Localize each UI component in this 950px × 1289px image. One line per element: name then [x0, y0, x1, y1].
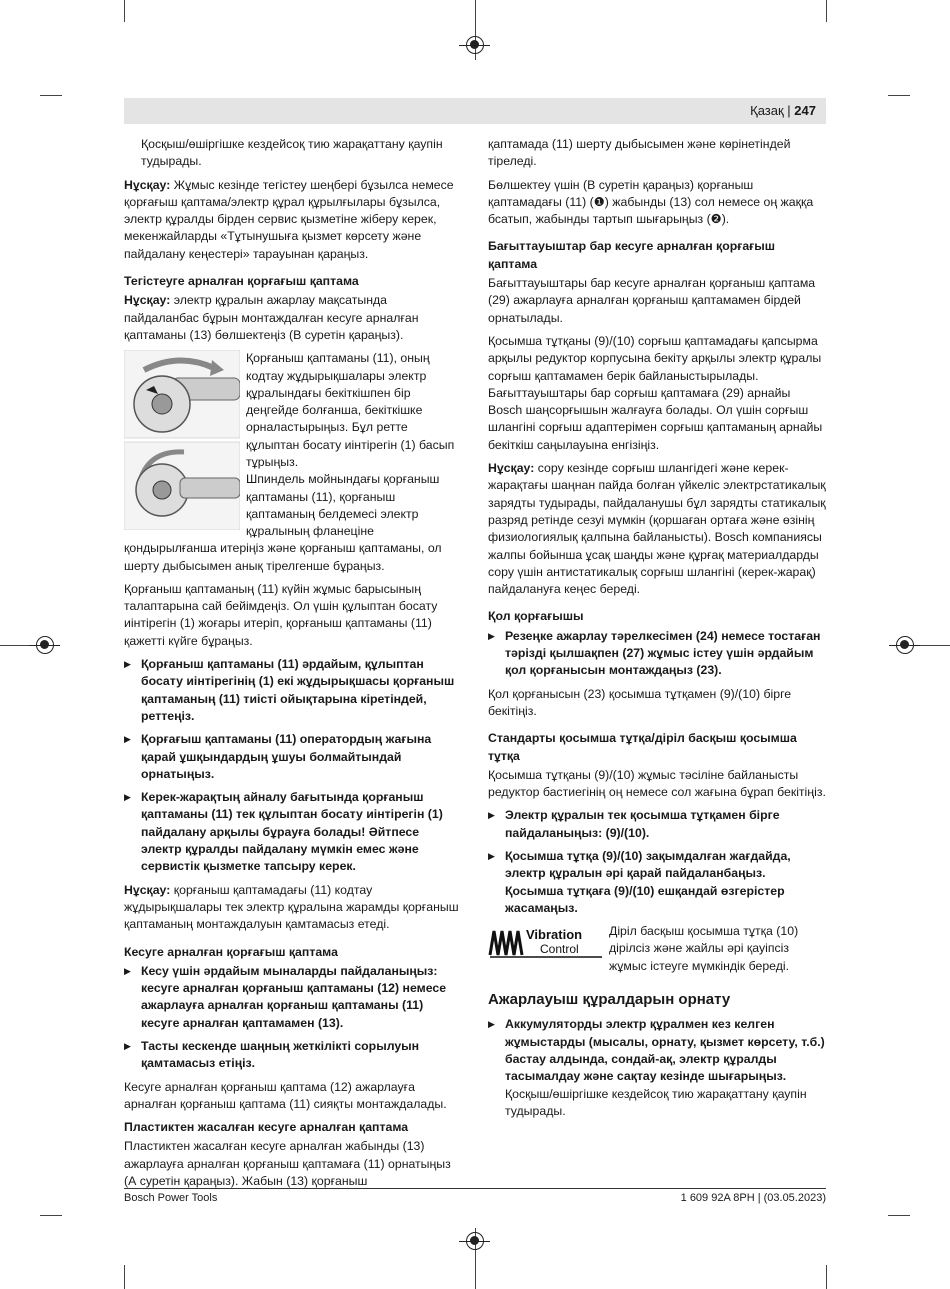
paragraph: Пластиктен жасалған кесуге арналған жабынды (13) ажарлауға арналған қорғаныш қаптамаға (11) орнатыңыз (А суретін қараңыз). Жабын (13) қорғаныш [124, 1139, 451, 1189]
crop-mark [124, 0, 125, 22]
crop-mark [40, 1215, 62, 1216]
registration-mark-icon [896, 636, 914, 654]
warning-bullet: ▶ Қорғағыш қаптаманы (11) оператордың жағына қарай ұшқындардың ұшуы болмайтындай орнатыңыз. [124, 731, 462, 783]
note-label: Нұсқау: [124, 177, 171, 192]
page-header [124, 98, 826, 124]
guard-mounting-illustration [124, 350, 240, 530]
crop-mark [888, 95, 910, 96]
vibration-logo-line2: Control [540, 942, 579, 957]
page-number: 247 [794, 103, 816, 118]
warning-bullet [488, 1016, 826, 1120]
paragraph: Қол қорғанысын (23) қосымша тұтқамен (9)/(10) бірге бекітіңіз. [488, 686, 792, 718]
crop-mark [40, 95, 62, 96]
crop-mark [826, 1265, 827, 1289]
note-paragraph [124, 882, 462, 934]
figure-block [124, 350, 462, 540]
note-text: Жұмыс кезінде тегістеу шеңбері бұзылса немесе қорғағыш қаптама/электр құрал құрылғылары бұзылса, электр құралды бірден сервис қызметіне жіберу керек, мекенжайларды «Тұтынушыға қызмет көрсету және пайдалану кеңестері» тарауынан қараңыз. [124, 177, 454, 261]
header-language: Қазақ [750, 103, 784, 118]
section-heading: Тегістеуге арналған қорғағыш қаптама [124, 274, 359, 289]
figure-text [246, 350, 462, 540]
note-text: қорғаныш қаптамадағы (11) кодтау жұдырықшалары тек электр құралына жарамды қорғаныш қаптаманың монтаждалуын қамтамасыз етеді. [124, 882, 459, 932]
note-text: электр құралын ажарлау мақсатында пайдаланбас бұрын монтаждалған кесуге арналған қаптаманы (13) бөлшектеңіз (В суретін қараңыз). [124, 293, 419, 342]
note-paragraph [124, 292, 462, 344]
note-paragraph [124, 177, 462, 263]
warning-bullet: ▶ Қосымша тұтқа (9)/(10) зақымдалған жағдайда, электр құралын әрі қарай пайдаланбаңыз. Қосымша тұтқаға (9)/(10) ешқандай өзгерістер жасамаңыз. [488, 848, 826, 917]
note-text: сору кезінде сорғыш шлангідегі және керек-жарақтағы шаңнан пайда болған үйкеліс электрстатикалық зарядты тудырады, пайдаланушы бұл зарядты статикалық разряд ретінде сезуі мүмкін (қоршаған ортаға және өзінің физиологиялық қалпына байланысты). Bosch компаниясы жалпы бойынша ұсақ шаңды және құрғақ материалдарды сору үшін антистатикалық сорғыш шлангіні (керек-жарақ) пайдалануға кеңес береді. [488, 461, 826, 597]
footer-doc-code: 1 609 92A 8PH | (03.05.2023) [680, 1192, 826, 1204]
paragraph: Бағыттауыштары бар кесуге арналған қорғаныш қаптама (29) ажарлауға арналған қорғаныш қаптамамен бірдей орнатылады. [488, 276, 816, 325]
warning-bullet: ▶ Электр құралын тек қосымша тұтқамен бірге пайдаланыңыз: (9)/(10). [488, 807, 826, 842]
vibration-control-logo-icon [488, 925, 604, 959]
footer-brand: Bosch Power Tools [124, 1192, 218, 1204]
note-label: Нұсқау: [124, 293, 171, 308]
vibration-control-block [488, 923, 826, 975]
warning-bullet: ▶ Қорғаныш қаптаманы (11) әрдайым, құлыптан босату иінтірегінің (1) екі жұдырықшасы қорғаныш қаптаманың (11) тиісті ойықтарына кіретіндей, реттеңіз. [124, 656, 462, 725]
paragraph: Қосымша тұтқаны (9)/(10) жұмыс тәсіліне байланысты редуктор бастиегінің оң немесе сол жағына бұрап бекітіңіз. [488, 767, 826, 800]
paragraph: қондырылғанша итеріңіз және қорғаныш қаптаманы, ол шерту дыбысымен анық тірелгенше бұраңыз. [124, 541, 442, 573]
figure-text-1: Қорғаныш қаптаманы (11), оның кодтау жұдырықшалары электр құралындағы бекіткішпен бір деңгейде болғанша, бекіткішке орналастырыңыз. Бұл ретте құлыптан босату иінтірегін (1) басып тұрыңыз. [246, 351, 455, 470]
warning-bullet: ▶ Тасты кескенде шаңның жеткілікті сорылуын қамтамасыз етіңіз. [124, 1038, 462, 1073]
paragraph: Қосқыш/өшіргішке кездейсоқ тию жарақаттану қаупін тудырады. [141, 137, 443, 169]
crop-mark [826, 0, 827, 22]
registration-mark-icon [466, 36, 484, 54]
paragraph: Қорғаныш қаптаманың (11) күйін жұмыс барысының талаптарына сай бейімдеңіз. Ол үшін құлыптан босату иінтірегін (1) жоғары итеріп, қорғаныш қаптаманы (11) қажетті күйге бұраңыз. [124, 581, 438, 648]
paragraph: қаптамада (11) шерту дыбысымен және көрінетіндей тіреледі. [488, 137, 791, 169]
section-heading: Пластиктен жасалған кесуге арналған қаптама [124, 1120, 409, 1135]
section-heading: Бағыттауыштар бар кесуге арналған қорғағыш қаптама [488, 239, 776, 271]
header-label: Қазақ | 247 [750, 103, 816, 118]
right-column [488, 136, 826, 1126]
crop-mark [124, 1265, 125, 1289]
paragraph: Бөлшектеу үшін (В суретін қараңыз) қорғаныш қаптамадағы (11) (❶) жабынды (13) сол немесе оң жаққа бсатып, жабынды тартып шығарыңыз (❷). [488, 177, 814, 227]
warning-bullet: ▶ Резеңке ажарлау тәрелкесімен (24) немесе тостаған тәрізді қылшақпен (27) жұмыс істеу үшін әрдайым қол қорғанысын монтаждаңыз (23). [488, 628, 826, 680]
note-label: Нұсқау: [124, 882, 171, 897]
warning-bullet: ▶ Кесу үшін әрдайым мыналарды пайдаланыңыз: кесуге арналған қорғаныш қаптаманы (12) немесе ажарлауға арналған қорғаныш қаптаманы (11) кесуге арналған қаптамамен (13). [124, 963, 462, 1032]
registration-mark-icon [466, 1232, 484, 1250]
section-heading: Қол қорғағышы [488, 609, 584, 624]
note-paragraph [488, 460, 826, 598]
chapter-heading: Ажарлауыш құралдарын орнату [488, 991, 731, 1009]
section-heading: Кесуге арналған қорғағыш қаптама [124, 944, 338, 959]
vibration-logo-line1: Vibration [526, 927, 583, 943]
section-heading: Стандарты қосымша тұтқа/діріл басқыш қосымша тұтқа [488, 731, 797, 763]
warning-bullet: ▶ Керек-жарақтың айналу бағытында қорғаныш қаптаманы (11) тек құлыптан босату иінтірегін (1) пайдалану арқылы бұрауға болады! Әйтпесе электр құралды пайдалану мүмкін емес және сервистік қызметке тапсыру керек. [124, 789, 462, 875]
figure-text-2: Шпиндель мойнындағы қорғаныш қаптаманы (11), қорғаныш қаптаманың белдемесі электр құралының фланеціне [246, 472, 440, 539]
warning-bullet-text: Аккумуляторды электр құралмен кез келген жұмыстарды (мысалы, орнату, қызмет көрсету, т.б.) бастау алдында, сондай-ақ, электр құралды тасымалдау және сақтау кезінде шығарыңыз. [505, 1017, 825, 1084]
paragraph: Қосымша тұтқаны (9)/(10) сорғыш қаптамадағы қапсырма арқылы редуктор корпусына бекіту арқылы электр құралы сорғыш қаптамамен берік байланыстырылады. Бағыттауыштары бар сорғыш қаптамаға (29) арнайы Bosch шаңсорғышын жалғауға болады. Ол үшін сорғыш шлангіні сорғыш адаптерімен сорғыш қаптаманың арнайы бекіткіш саңылауына енгізіңіз. [488, 333, 823, 452]
registration-mark-icon [36, 636, 54, 654]
crop-mark [888, 1215, 910, 1216]
note-label: Нұсқау: [488, 461, 535, 476]
vibration-text: Діріл басқыш қосымша тұтқа (10) дірілсіз және жайлы әрі қауіпсіз жұмыс істеуге мүмкіндік береді. [609, 924, 799, 973]
left-column [124, 136, 462, 1196]
paragraph: Кесуге арналған қорғаныш қаптама (12) ажарлауға арналған қорғаныш қаптама (11) сияқты монтаждалады. [124, 1079, 447, 1111]
page-footer [124, 1188, 826, 1204]
warning-bullet-after: Қосқыш/өшіргішке кездейсоқ тию жарақаттану қаупін тудырады. [505, 1086, 807, 1118]
